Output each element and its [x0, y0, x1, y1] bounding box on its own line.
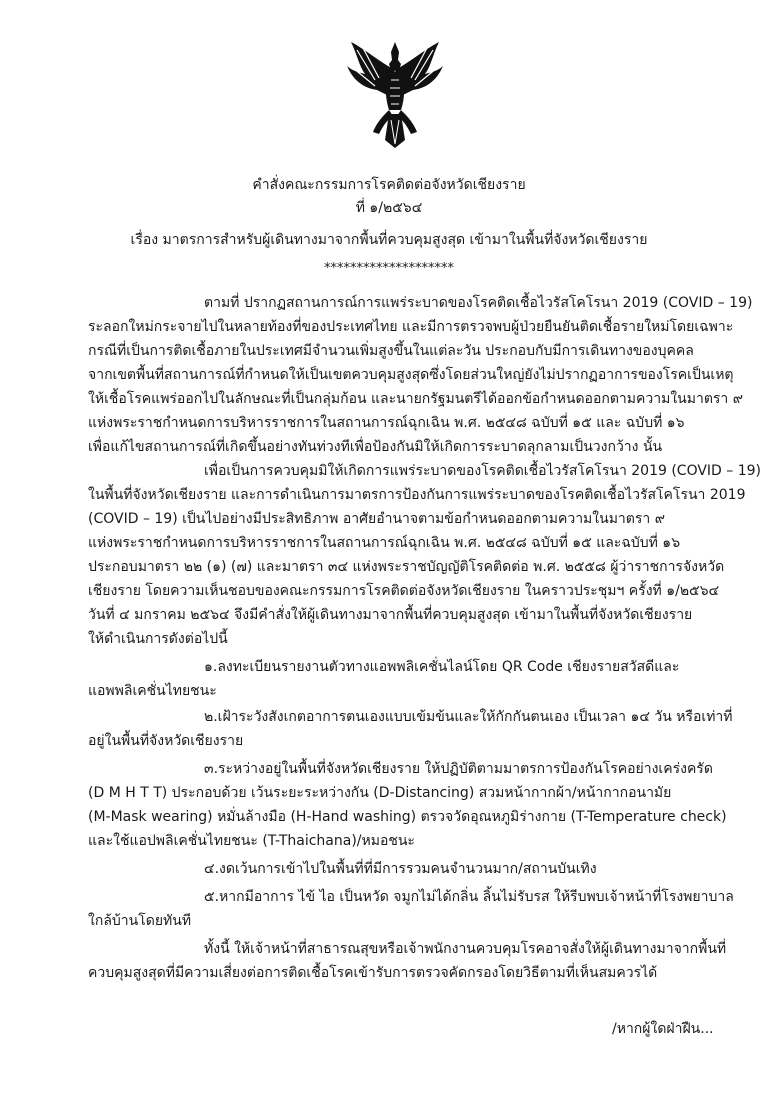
garuda-emblem-icon — [345, 40, 445, 150]
text-line: ตามที่ ปรากฏสถานการณ์การแพร่ระบาดของโรคติดเชื้อไวรัสโคโรนา 2019 (COVID – 19) — [204, 295, 753, 311]
text-line: ให้เชื้อโรคแพร่ออกไปในลักษณะที่เป็นกลุ่มก้อน และนายกรัฐมนตรีได้ออกข้อกำหนดออกตามความในมาตรา ๙ — [88, 391, 743, 407]
text-line: เชียงราย โดยความเห็นชอบของคณะกรรมการโรคติดต่อจังหวัดเชียงราย ในคราวประชุมฯ ครั้งที่ ๑/๒๕๖๔ — [88, 583, 720, 599]
text-line: อยู่ในพื้นที่จังหวัดเชียงราย — [88, 733, 244, 749]
text-line: เพื่อเป็นการควบคุมมิให้เกิดการแพร่ระบาดของโรคติดเชื้อไวรัสโคโรนา 2019 (COVID – 19) — [204, 463, 762, 479]
text-line: ให้ดำเนินการดังต่อไปนี้ — [88, 631, 228, 647]
text-line: จากเขตพื้นที่สถานการณ์ที่กำหนดให้เป็นเขตควบคุมสูงสุดซึ่งโดยส่วนใหญ่ยังไม่ปรากฏอาการของโรคเป็นเหตุ — [88, 367, 734, 383]
text-line: (D M H T T) ประกอบด้วย เว้นระยะระหว่างกัน (D-Distancing) สวมหน้ากากผ้า/หน้ากากอนามัย — [88, 785, 672, 801]
list-item: ๑.ลงทะเบียนรายงานตัวทางแอพพลิเคชั่นไลน์โดย QR Code เชียงรายสวัสดีและ — [204, 659, 680, 675]
order-title: คำสั่งคณะกรรมการโรคติดต่อจังหวัดเชียงราย — [252, 177, 526, 193]
text-line: และใช้แอปพลิเคชั่นไทยชนะ (T-Thaichana)/หมอชนะ — [88, 833, 415, 849]
text-line: (COVID – 19) เป็นไปอย่างมีประสิทธิภาพ อาศัยอำนาจตามข้อกำหนดออกตามความในมาตรา ๙ — [88, 511, 665, 527]
text-line: ทั้งนี้ ให้เจ้าหน้าที่สาธารณสุขหรือเจ้าพนักงานควบคุมโรคอาจสั่งให้ผู้เดินทางมาจากพื้นที่ — [204, 941, 727, 957]
text-line: เพื่อแก้ไขสถานการณ์ที่เกิดขึ้นอย่างทันท่วงทีเพื่อป้องกันมิให้เกิดการระบาดลุกลามเป็นวงกว้าง นั้น — [88, 439, 663, 455]
list-item: ๓.ระหว่างอยู่ในพื้นที่จังหวัดเชียงราย ให้ปฏิบัติตามมาตรการป้องกันโรคอย่างเคร่งครัด — [204, 761, 713, 777]
list-item: ๔.งดเว้นการเข้าไปในพื้นที่ที่มีการรวมคนจำนวนมาก/สถานบันเทิง — [204, 861, 597, 877]
text-line: แห่งพระราชกำหนดการบริหารราชการในสถานการณ์ฉุกเฉิน พ.ศ. ๒๕๔๘ ฉบับที่ ๑๕ และ ฉบับที่ ๑๖ — [88, 415, 685, 431]
text-line: ในพื้นที่จังหวัดเชียงราย และการดำเนินการมาตรการป้องกันการแพร่ระบาดของโรคติดเชื้อไวรัสโคโรนา 2019 — [88, 487, 746, 503]
text-line: วันที่ ๔ มกราคม ๒๕๖๔ จึงมีคำสั่งให้ผู้เดินทางมาจากพื้นที่ควบคุมสูงสุด เข้ามาในพื้นที่จังหวัดเชียงราย — [88, 607, 693, 623]
text-line: แอพพลิเคชั่นไทยชนะ — [88, 683, 217, 699]
text-line: ประกอบมาตรา ๒๒ (๑) (๗) และมาตรา ๓๔ แห่งพระราชบัญญัติโรคติดต่อ พ.ศ. ๒๕๕๘ ผู้ว่าราชการจังหวัด — [88, 559, 725, 575]
list-item: ๒.เฝ้าระวังสังเกตอาการตนเองแบบเข้มข้นและให้กักกันตนเอง เป็นเวลา ๑๔ วัน หรือเท่าที่ — [204, 709, 733, 725]
continuation-note: /หากผู้ใดฝ่าฝืน... — [612, 1021, 714, 1037]
order-number: ที่ ๑/๒๕๖๔ — [355, 200, 423, 216]
order-subject: เรื่อง มาตรการสำหรับผู้เดินทางมาจากพื้นที่ควบคุมสูงสุด เข้ามาในพื้นที่จังหวัดเชียงราย — [130, 232, 648, 248]
separator-stars: ******************** — [324, 261, 454, 276]
text-line: แห่งพระราชกำหนดการบริหารราชการในสถานการณ์ฉุกเฉิน พ.ศ. ๒๕๔๘ ฉบับที่ ๑๕ และฉบับที่ ๑๖ — [88, 535, 681, 551]
text-line: ควบคุมสูงสุดที่มีความเสี่ยงต่อการติดเชื้อโรคเข้ารับการตรวจคัดกรองโดยวิธีตามที่เห็นสมควรได้ — [88, 965, 658, 981]
list-item: ๕.หากมีอาการ ไข้ ไอ เป็นหวัด จมูกไม่ได้กลิ่น ลิ้นไม่รับรส ให้รีบพบเจ้าหน้าที่โรงพยาบาล — [204, 889, 734, 905]
text-line: (M-Mask wearing) หมั่นล้างมือ (H-Hand washing) ตรวจวัดอุณหภูมิร่างกาย (T-Temperature check) — [88, 809, 727, 825]
text-line: ระลอกใหม่กระจายไปในหลายท้องที่ของประเทศไทย และมีการตรวจพบผู้ป่วยยืนยันติดเชื้อรายใหม่โดยเฉพาะ — [88, 319, 734, 335]
text-line: ใกล้บ้านโดยทันที — [88, 913, 192, 929]
text-line: กรณีที่เป็นการติดเชื้อภายในประเทศมีจำนวนเพิ่มสูงขึ้นในแต่ละวัน ประกอบกับมีการเดินทางของบุคคล — [88, 343, 694, 359]
